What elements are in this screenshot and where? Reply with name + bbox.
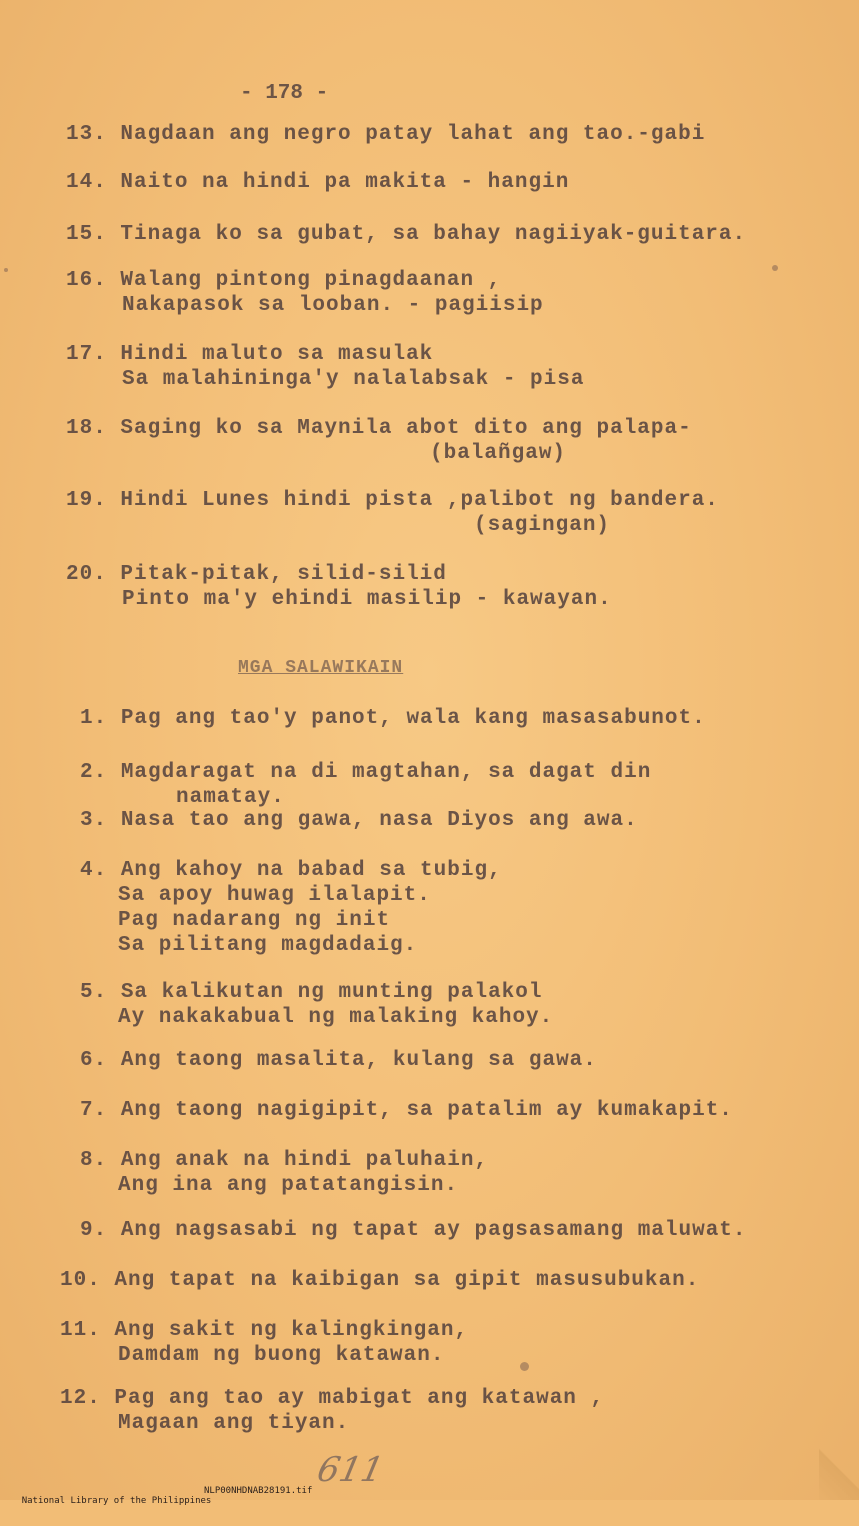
proverb-text: Pag ang tao ay mabigat ang katawan , xyxy=(114,1387,605,1410)
page-number: - 178 - xyxy=(240,82,329,105)
page-corner-fold xyxy=(819,1440,859,1500)
riddle-item-20 xyxy=(66,562,447,587)
riddle-number: 19. xyxy=(66,489,121,512)
proverb-continuation-line: Ang ina ang patatangisin. xyxy=(118,1174,459,1197)
riddle-continuation-line: Sa malahininga'y nalalabsak - pisa xyxy=(122,368,585,391)
ink-speck xyxy=(520,1362,529,1371)
riddle-item-16 xyxy=(66,268,501,293)
riddle-continuation-line: (sagingan) xyxy=(474,514,611,537)
proverb-number: 1. xyxy=(80,707,121,730)
riddle-continuation-line: Pinto ma'y ehindi masilip - kawayan. xyxy=(122,588,612,611)
riddle-number: 14. xyxy=(66,171,121,194)
riddle-number: 17. xyxy=(66,343,121,366)
proverb-item-6 xyxy=(80,1048,597,1073)
riddle-continuation-line: Nakapasok sa looban. - pagiisip xyxy=(122,294,544,317)
riddle-item-18 xyxy=(66,416,692,441)
proverb-number: 9. xyxy=(80,1219,121,1242)
file-id: NLP00NHDNAB28191.tif xyxy=(204,1486,313,1496)
riddle-text: Hindi Lunes hindi pista ,palibot ng bandera. xyxy=(120,489,719,512)
proverb-number: 3. xyxy=(80,809,121,832)
proverb-continuation-line: namatay. xyxy=(176,786,285,809)
proverb-text: Ang tapat na kaibigan sa gipit masusubukan. xyxy=(114,1269,700,1292)
ink-speck xyxy=(4,268,8,272)
riddle-text: Saging ko sa Maynila abot dito ang palapa- xyxy=(120,417,692,440)
proverb-item-2 xyxy=(80,760,651,785)
proverb-item-5 xyxy=(80,980,542,1005)
section-heading: MGA SALAWIKAIN xyxy=(238,658,404,678)
proverb-text: Sa kalikutan ng munting palakol xyxy=(120,981,543,1004)
proverb-item-10 xyxy=(60,1268,699,1293)
proverb-continuation-line: Ay nakakabual ng malaking kahoy. xyxy=(118,1006,554,1029)
ink-speck xyxy=(772,265,778,271)
proverb-number: 4. xyxy=(80,859,121,882)
riddle-text: Nagdaan ang negro patay lahat ang tao.-gabi xyxy=(120,123,706,146)
proverb-item-9 xyxy=(80,1218,747,1243)
proverb-number: 7. xyxy=(80,1099,121,1122)
riddle-item-13 xyxy=(66,122,705,147)
riddle-item-19 xyxy=(66,488,719,513)
proverb-text: Ang sakit ng kalingkingan, xyxy=(114,1319,469,1342)
proverb-text: Magdaragat na di magtahan, sa dagat din xyxy=(120,761,652,784)
riddle-text: Walang pintong pinagdaanan , xyxy=(120,269,502,292)
proverb-number: 2. xyxy=(80,761,121,784)
riddle-item-17 xyxy=(66,342,433,367)
library-name: National Library of the Philippines xyxy=(21,1496,212,1506)
riddle-number: 15. xyxy=(66,223,121,246)
proverb-number: 6. xyxy=(80,1049,121,1072)
riddle-text: Naito na hindi pa makita - hangin xyxy=(120,171,570,194)
proverb-number: 12. xyxy=(60,1387,115,1410)
riddle-text: Hindi maluto sa masulak xyxy=(120,343,434,366)
archive-footer xyxy=(0,1486,313,1526)
proverb-number: 8. xyxy=(80,1149,121,1172)
proverb-item-12 xyxy=(60,1386,604,1411)
riddle-number: 16. xyxy=(66,269,121,292)
proverb-item-4 xyxy=(80,858,502,883)
proverb-text: Ang anak na hindi paluhain, xyxy=(120,1149,489,1172)
proverb-number: 5. xyxy=(80,981,121,1004)
proverb-continuation-line: Sa pilitang magdadaig. xyxy=(118,934,418,957)
riddle-item-14 xyxy=(66,170,569,195)
riddle-number: 13. xyxy=(66,123,121,146)
proverb-text: Nasa tao ang gawa, nasa Diyos ang awa. xyxy=(120,809,638,832)
proverb-text: Ang taong nagigipit, sa patalim ay kumakapit. xyxy=(120,1099,733,1122)
handwritten-page-number: 611 xyxy=(313,1450,388,1490)
proverb-number: 11. xyxy=(60,1319,115,1342)
proverb-item-11 xyxy=(60,1318,468,1343)
riddle-text: Pitak-pitak, silid-silid xyxy=(120,563,447,586)
proverb-continuation-line: Damdam ng buong katawan. xyxy=(118,1344,445,1367)
proverb-continuation-line: Sa apoy huwag ilalapit. xyxy=(118,884,431,907)
riddle-text: Tinaga ko sa gubat, sa bahay nagiiyak-guitara. xyxy=(120,223,747,246)
proverb-text: Ang kahoy na babad sa tubig, xyxy=(120,859,502,882)
proverb-text: Pag ang tao'y panot, wala kang masasabunot. xyxy=(120,707,706,730)
proverb-item-7 xyxy=(80,1098,733,1123)
proverb-continuation-line: Magaan ang tiyan. xyxy=(118,1412,350,1435)
proverb-item-1 xyxy=(80,706,706,731)
riddle-continuation-line: (balañgaw) xyxy=(430,442,567,465)
riddle-number: 20. xyxy=(66,563,121,586)
proverb-item-3 xyxy=(80,808,638,833)
proverb-text: Ang nagsasabi ng tapat ay pagsasamang maluwat. xyxy=(120,1219,747,1242)
riddle-number: 18. xyxy=(66,417,121,440)
proverb-text: Ang taong masalita, kulang sa gawa. xyxy=(120,1049,597,1072)
proverb-continuation-line: Pag nadarang ng init xyxy=(118,909,391,932)
proverb-number: 10. xyxy=(60,1269,115,1292)
riddle-item-15 xyxy=(66,222,746,247)
proverb-item-8 xyxy=(80,1148,488,1173)
